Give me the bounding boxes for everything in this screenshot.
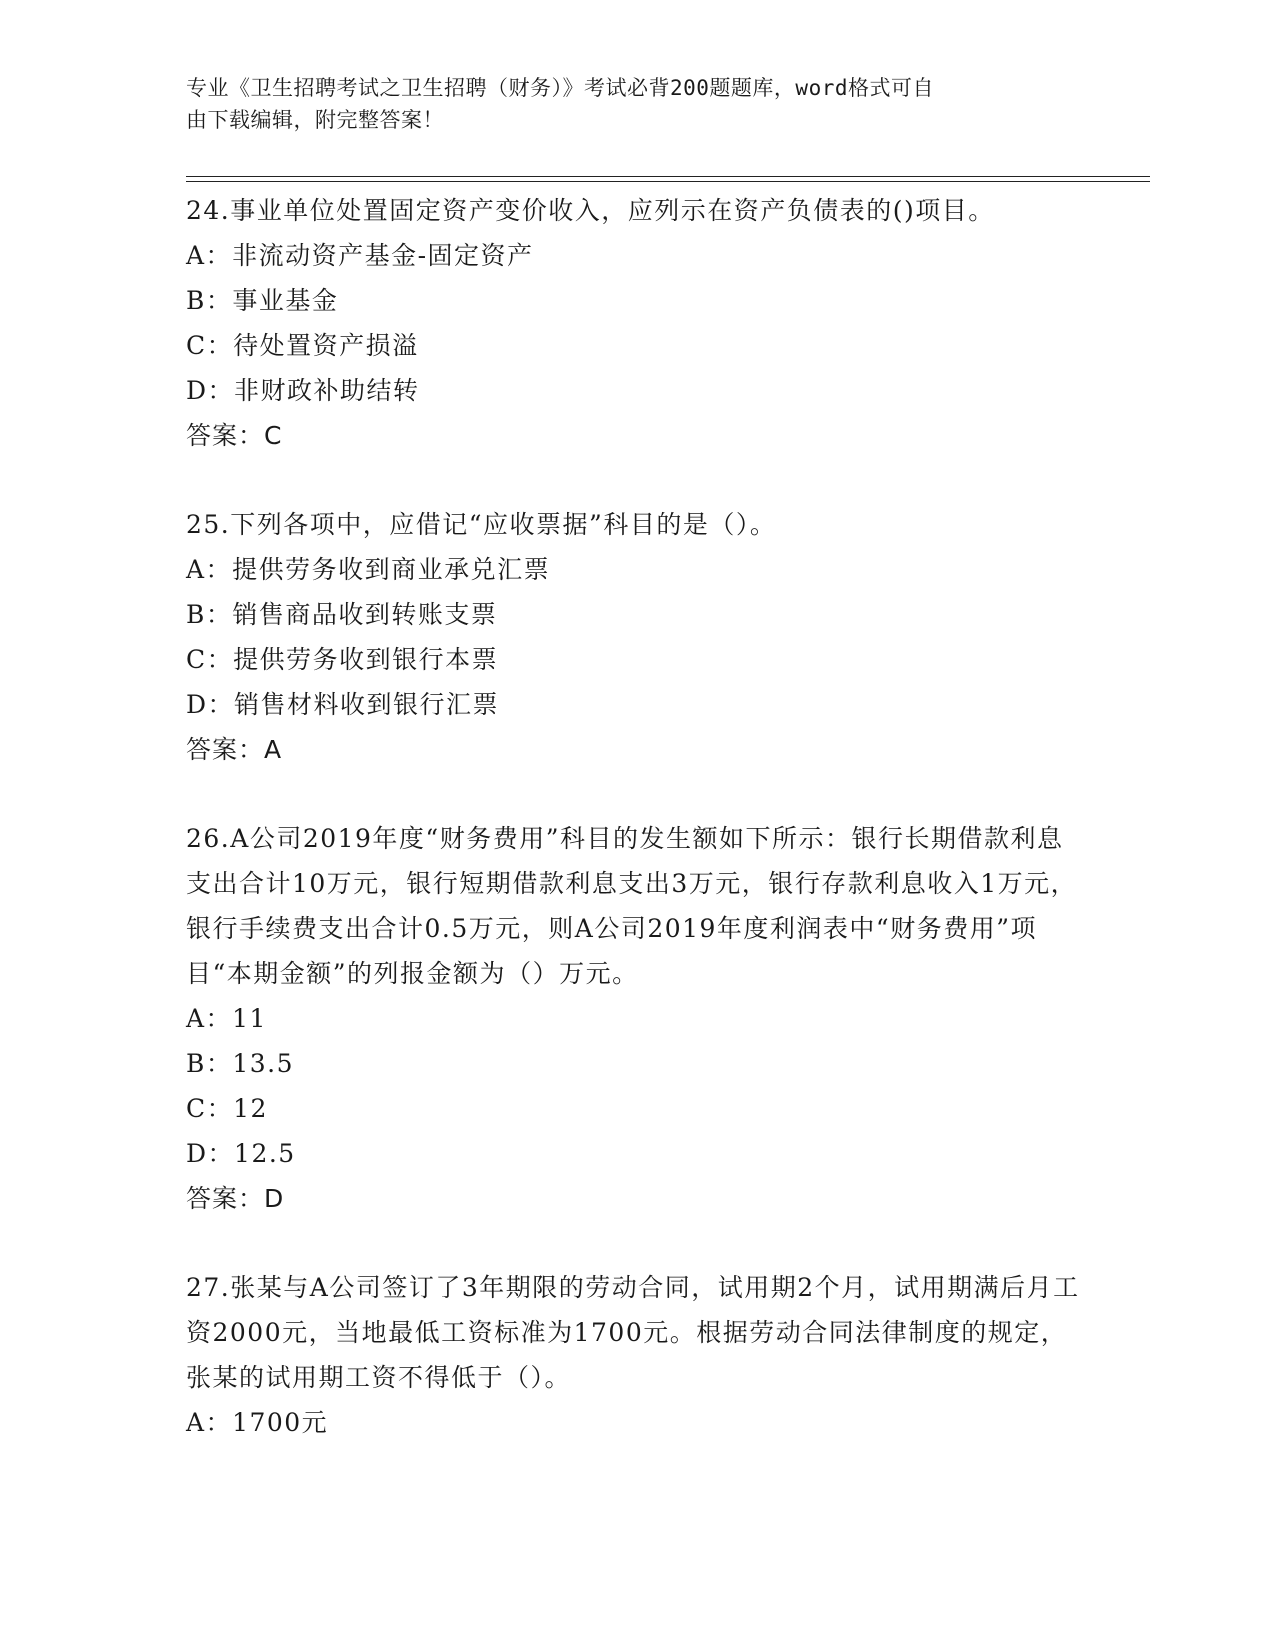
option-text: 待处置资产损溢 <box>233 331 419 360</box>
header-line-1: 专业《卫生招聘考试之卫生招聘（财务）》考试必背200题题库，word格式可自 <box>186 76 934 100</box>
answer: 答案：C <box>186 421 283 450</box>
option-label: D： <box>186 376 235 405</box>
option-label: B： <box>186 600 233 629</box>
option-a <box>186 996 1086 1041</box>
option-d <box>186 368 1086 413</box>
option-text: 销售商品收到转账支票 <box>232 600 498 629</box>
option-label: C： <box>186 331 234 360</box>
option-label: A： <box>186 1408 233 1437</box>
header-divider-top <box>186 176 1150 177</box>
option-b <box>186 592 1086 637</box>
option-a <box>186 233 1086 278</box>
option-a <box>186 547 1086 592</box>
option-a <box>186 1400 1086 1445</box>
option-c <box>186 637 1086 682</box>
option-label: D： <box>186 690 235 719</box>
option-label: B： <box>186 1049 233 1078</box>
question-stem: 26.A公司2019年度“财务费用”科目的发生额如下所示：银行长期借款利息支出合计10万元，银行短期借款利息支出3万元，银行存款利息收入1万元，银行手续费支出合计0.5万元，则A公司2019年度利润表中“财务费用”项目“本期金额”的列报金额为（）万元。 <box>186 824 1078 988</box>
option-text: 销售材料收到银行汇票 <box>234 690 500 719</box>
option-label: D： <box>186 1139 235 1168</box>
question-stem: 24.事业单位处置固定资产变价收入，应列示在资产负债表的()项目。 <box>186 196 995 225</box>
question-list <box>186 188 1086 1489</box>
option-text: 12 <box>233 1094 268 1123</box>
option-c <box>186 323 1086 368</box>
option-d <box>186 1131 1086 1176</box>
option-label: A： <box>186 241 233 270</box>
question-24 <box>186 188 1086 458</box>
option-text: 非流动资产基金-固定资产 <box>232 241 534 270</box>
option-text: 非财政补助结转 <box>234 376 420 405</box>
option-text: 1700元 <box>232 1408 329 1437</box>
question-26 <box>186 816 1086 1221</box>
option-text: 13.5 <box>232 1049 295 1078</box>
header-line-2: 由下载编辑，附完整答案！ <box>186 108 444 132</box>
question-27 <box>186 1265 1086 1445</box>
header-divider-bottom <box>186 181 1150 182</box>
question-stem: 25.下列各项中，应借记“应收票据”科目的是（）。 <box>186 510 777 539</box>
option-label: C： <box>186 1094 234 1123</box>
option-d <box>186 682 1086 727</box>
option-text: 提供劳务收到银行本票 <box>233 645 499 674</box>
option-text: 11 <box>232 1004 267 1033</box>
document-header <box>186 72 1066 136</box>
answer: 答案：A <box>186 735 283 764</box>
answer: 答案：D <box>186 1184 285 1213</box>
option-b <box>186 1041 1086 1086</box>
option-label: C： <box>186 645 234 674</box>
option-label: A： <box>186 1004 233 1033</box>
option-text: 事业基金 <box>232 286 339 315</box>
option-text: 12.5 <box>234 1139 296 1168</box>
option-b <box>186 278 1086 323</box>
question-25 <box>186 502 1086 772</box>
option-c <box>186 1086 1086 1131</box>
question-stem: 27.张某与A公司签订了3年期限的劳动合同，试用期2个月，试用期满后月工资2000元，当地最低工资标准为1700元。根据劳动合同法律制度的规定，张某的试用期工资不得低于（）。 <box>186 1273 1080 1392</box>
option-text: 提供劳务收到商业承兑汇票 <box>232 555 551 584</box>
option-label: B： <box>186 286 233 315</box>
option-label: A： <box>186 555 233 584</box>
